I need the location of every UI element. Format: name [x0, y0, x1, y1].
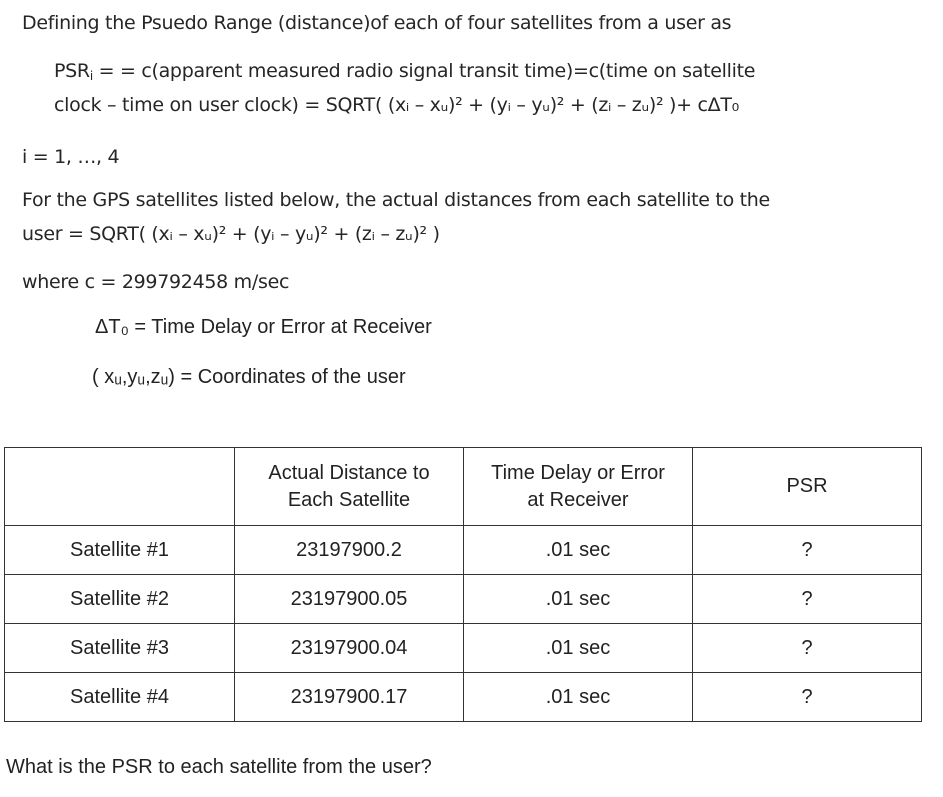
header-text: Time Delay or Error: [491, 461, 665, 484]
table-body: [5, 526, 922, 722]
actual-distance-cell: 23197900.17: [235, 673, 464, 722]
actual-distance-cell: 23197900.2: [235, 526, 464, 575]
actual-distance-cell: 23197900.05: [235, 575, 464, 624]
psr-subscript: i: [89, 69, 93, 83]
table-row: [5, 673, 922, 722]
time-delay-cell: .01 sec: [464, 624, 693, 673]
table-row: [5, 575, 922, 624]
satellite-name-cell: Satellite #4: [5, 673, 235, 722]
psr-cell: ?: [693, 575, 922, 624]
psr-definition-rest: = = c(apparent measured radio signal transit time)=c(time on satellite: [92, 60, 756, 82]
satellite-table: [4, 447, 922, 722]
time-delay-definition: ΔT₀ = Time Delay or Error at Receiver: [95, 316, 432, 338]
index-range: i = 1, …, 4: [22, 146, 120, 168]
psr-header: [693, 448, 922, 526]
row-label-header: [5, 448, 235, 526]
header-text: Actual Distance to: [268, 461, 430, 484]
question-text: What is the PSR to each satellite from the user?: [6, 756, 432, 778]
psr-symbol: PSR: [54, 60, 90, 82]
time-delay-cell: .01 sec: [464, 526, 693, 575]
psr-cell: ?: [693, 673, 922, 722]
psr-cell: ?: [693, 624, 922, 673]
speed-of-light-definition: where c = 299792458 m/sec: [22, 271, 290, 293]
gps-description-line-1: For the GPS satellites listed below, the actual distances from each satellite to the: [22, 189, 770, 211]
table-row: [5, 624, 922, 673]
user-coordinates-definition: ( xᵤ,yᵤ,zᵤ) = Coordinates of the user: [92, 366, 406, 388]
actual-distance-cell: 23197900.04: [235, 624, 464, 673]
time-delay-cell: .01 sec: [464, 673, 693, 722]
time-delay-cell: .01 sec: [464, 575, 693, 624]
header-text: at Receiver: [527, 488, 629, 511]
psr-cell: ?: [693, 526, 922, 575]
psr-definition-line-1: [54, 60, 755, 82]
satellite-name-cell: Satellite #2: [5, 575, 235, 624]
table-header-row: [5, 448, 922, 526]
actual-distance-header: [235, 448, 464, 526]
satellite-name-cell: Satellite #3: [5, 624, 235, 673]
gps-description-line-2: user = SQRT( (xᵢ – xᵤ)² + (yᵢ – yᵤ)² + (zᵢ – zᵤ)² ): [22, 223, 440, 245]
header-text: Each Satellite: [287, 488, 411, 511]
time-delay-header: [464, 448, 693, 526]
satellite-name-cell: Satellite #1: [5, 526, 235, 575]
intro-title: Defining the Psuedo Range (distance)of each of four satellites from a user as: [22, 12, 732, 34]
table-row: [5, 526, 922, 575]
psr-definition-line-2: clock – time on user clock) = SQRT( (xᵢ – xᵤ)² + (yᵢ – yᵤ)² + (zᵢ – zᵤ)² )+ cΔT₀: [54, 94, 739, 116]
header-text: PSR: [786, 475, 828, 497]
